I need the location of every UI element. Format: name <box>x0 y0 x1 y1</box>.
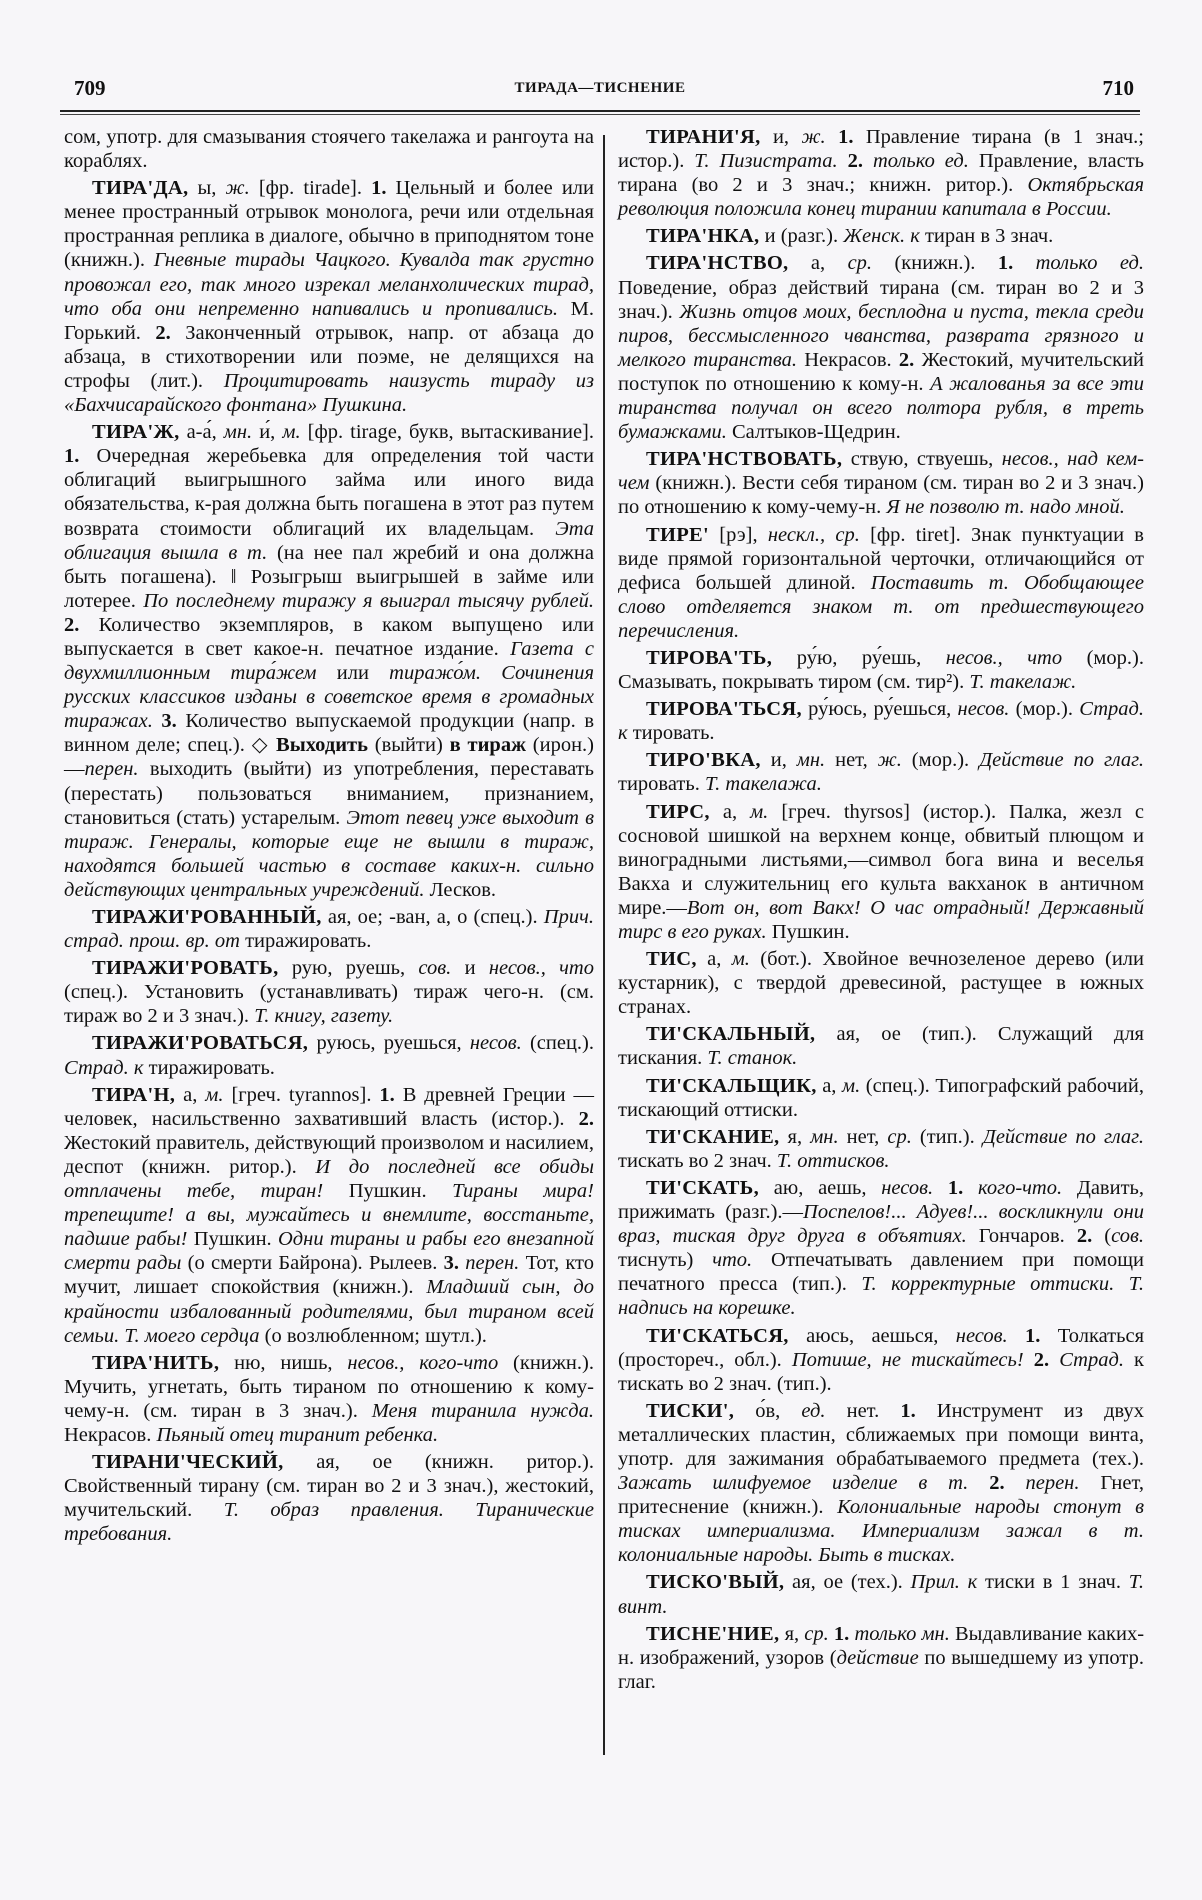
entry-text: и́, <box>252 421 283 444</box>
italic-text: Поставить т. Обобщающее слово отделяется знаком т. от предшествующего перечисления. <box>618 571 1144 642</box>
italic-text: Прич. страд. прош. вр. от <box>64 906 594 953</box>
italic-text: Т. винт. <box>618 1571 1144 1618</box>
headword: ТИРО'ВКА, <box>646 749 761 772</box>
entry-text: (ирон.)— <box>64 734 594 781</box>
entry-text: ая, ое (книжн. ритор.). Свойственный тирану (см. тиран во 2 и 3 знач.), жестокий, мучительский. <box>64 1451 594 1522</box>
italic-text: Младший сын, до крайности избалованный родителями, был тираном всей семьи. Т. моего сердца <box>64 1276 594 1347</box>
entry-text: Гончаров. <box>966 1225 1077 1248</box>
italic-text: несов., что <box>945 646 1063 669</box>
sense-number: 1. <box>838 126 854 148</box>
dictionary-entry <box>618 1022 1144 1070</box>
sense-number: 1. <box>900 1399 916 1422</box>
column-divider <box>603 135 605 1755</box>
italic-text: Меня тиранила нужда. <box>371 1399 594 1422</box>
sense-number: 2. <box>989 1472 1005 1495</box>
italic-text: Одни тираны и рабы его внезапной смерти рады <box>64 1228 594 1275</box>
sense-number: в тираж <box>449 734 526 757</box>
entry-text: Цельный и более или менее пространный отрывок монолога, речи или отдельная пространная реплика в диалоге, обычно в приподнятом тоне (книжн.). <box>64 177 594 272</box>
header-rule-thick <box>60 110 1140 112</box>
entry-text: сом, употр. для смазывания стоячего такелажа и рангоута на кораблях. <box>64 126 594 173</box>
entry-text: тировать. <box>618 773 705 796</box>
headword: ТИРА'НИТЬ, <box>92 1351 220 1374</box>
italic-text: Колониальные народы стонут в тисках империализма. Империализм зажал в т. колониальные народы. Быть в тисках. <box>618 1496 1144 1567</box>
entry-text: выходить (выйти) из употребления, переставать (перестать) пользоваться вниманием, признанием, становиться (стать) устарелым. <box>64 758 594 829</box>
entry-text: (спец.). Типографский рабочий, тискающий оттиски. <box>618 1074 1144 1121</box>
entry-text: Выдавливание каких-н. изображений, узоров ( <box>618 1622 1145 1669</box>
italic-text: И до последней все обиды отплачены тебе, тиран! <box>64 1155 594 1203</box>
italic-text: Т. такелажа. <box>704 773 822 796</box>
italic-text: перен. <box>465 1252 520 1275</box>
entry-text <box>1024 1349 1034 1371</box>
entry-text: ру́ю, ру́ешь, <box>772 646 946 669</box>
italic-text: Эта облигация вышла в т. <box>64 517 594 564</box>
sense-number: 1. <box>371 177 387 200</box>
entry-text: М. Горький. <box>64 297 595 344</box>
dictionary-entry <box>618 1176 1144 1321</box>
header-rule-thin <box>60 114 1140 115</box>
entry-text: (о возлюбленном; шутл.). <box>259 1324 487 1347</box>
italic-text: Действие по глаг. <box>982 1125 1144 1148</box>
entry-text: ню, нишь, <box>219 1351 348 1374</box>
italic-text: м. <box>282 421 301 444</box>
italic-text: кого-что. <box>978 1176 1063 1199</box>
dictionary-entry <box>618 523 1144 643</box>
entry-text: ая, ое; -ван, а, о (спец.). <box>321 906 544 928</box>
italic-text: Страд. <box>1059 1348 1124 1371</box>
italic-text: Прил. к <box>910 1571 978 1594</box>
italic-text: Гневные тирады Чацкого. Кувалда так грустно провожал его, так много изрекал меланхолических тирад, что оба они непременно напивались и пропивались. <box>64 249 594 320</box>
entry-text: (спец.). <box>521 1032 594 1055</box>
entry-text: [фр. tirade]. <box>249 177 372 200</box>
entry-text: ая, ое (тех.). <box>784 1571 911 1594</box>
entry-text: а, <box>696 948 732 971</box>
entry-text <box>963 1177 978 1199</box>
sense-number: 1. <box>64 445 80 468</box>
italic-text: перен. <box>84 758 139 781</box>
dictionary-entry <box>618 1324 1144 1396</box>
headword: ТИРА'ДА, <box>92 177 189 200</box>
italic-text: что. <box>712 1249 753 1272</box>
italic-text: Т. такелаж. <box>969 671 1077 694</box>
italic-text: ж. <box>225 177 250 200</box>
entry-text: тиски в 1 знач. <box>977 1571 1129 1594</box>
entry-text: Поведение, образ действий тирана (см. тиран во 2 и 3 знач.). <box>618 276 1144 323</box>
entry-text <box>1013 252 1035 274</box>
dictionary-entry <box>64 1031 594 1079</box>
sense-number: 1. <box>997 252 1014 275</box>
entry-text: Жестокий, мучительский поступок по отношению к кому-н. <box>618 348 1144 395</box>
headword: ТИРЕ' <box>646 523 710 546</box>
page-header <box>60 76 1140 100</box>
right-page-number: 710 <box>1102 76 1134 100</box>
italic-text: ж. <box>801 126 826 148</box>
sense-number: 1. <box>833 1622 850 1645</box>
headword: ТИ'СКАЛЬЩИК, <box>646 1074 817 1097</box>
entry-text <box>1049 1349 1059 1371</box>
dictionary-entry <box>618 947 1144 1019</box>
italic-text: Тираны мира! трепещите! а вы, мужайтесь и внемлите, восстаньте, падшие рабы! <box>64 1180 595 1251</box>
italic-text: Процитировать наизусть тираду из «Бахчисарайского фонтана» Пушкина. <box>64 369 594 417</box>
italic-text: м. <box>841 1074 861 1097</box>
italic-text: Газета с двухмиллионным тира́жем <box>64 637 594 685</box>
entry-text: тиражировать. <box>143 1056 275 1079</box>
entry-text: тиран в 3 знач. <box>919 225 1054 248</box>
dictionary-entry <box>64 1351 594 1447</box>
entry-text <box>968 1472 989 1494</box>
italic-text: Я не позволю т. надо мной. <box>886 496 1125 519</box>
entry-text: Пушкин. <box>323 1180 453 1203</box>
sense-number: 2. <box>64 613 80 636</box>
sense-number: Выходить <box>276 734 368 757</box>
italic-text: Страд. к <box>618 698 1144 745</box>
headword: ТИСКО'ВЫЙ, <box>646 1571 785 1594</box>
sense-number: 3. <box>161 710 177 733</box>
entry-text: Количество выпускаемой продукции (напр. в винном деле; спец.). ◇ <box>64 710 595 757</box>
entry-text: Тот, кто мучит, лишает спокойствия (книжн.). <box>64 1252 594 1299</box>
italic-text: несов. <box>957 698 1010 721</box>
entry-text: [рэ], <box>709 523 768 546</box>
left-column <box>64 125 594 1549</box>
entry-text: к тискать во 2 знач. (тип.). <box>618 1348 1145 1395</box>
entry-text: а, <box>788 252 848 275</box>
entry-text: (книжн.). <box>872 252 998 275</box>
entry-text: аюсь, аешься, <box>788 1324 956 1347</box>
entry-text: и <box>451 957 489 980</box>
italic-text: Действие по глаг. <box>979 749 1144 772</box>
headword: ТИСНЕ'НИЕ, <box>646 1622 780 1645</box>
dictionary-entry <box>618 251 1144 444</box>
entry-text: [фр. tiret]. Знак пунктуации в виде прямой горизонтальной черточки, отличающийся от дефиса большей длиной. <box>618 523 1144 594</box>
italic-text: Пьяный отец тиранит ребенка. <box>156 1423 439 1446</box>
entry-text: я, <box>779 1622 805 1645</box>
sense-number: 2. <box>1033 1348 1050 1371</box>
entry-text: Толкаться (простореч., обл.). <box>618 1324 1145 1371</box>
headword: ТИРАЖИ'РОВАННЫЙ, <box>92 906 322 928</box>
italic-text: А жалованья за все эти тиранства получал он всего полтора рубля, в треть бумажками. <box>618 372 1144 444</box>
entry-text: тиражировать. <box>239 930 372 953</box>
italic-text: По последнему тиражу я выиграл тысячу рублей. <box>143 589 595 612</box>
italic-text: несов. <box>955 1324 1008 1347</box>
entry-text: (о смерти Байрона). Рылеев. <box>181 1252 444 1275</box>
italic-text: Зажать шлифуемое изделие в т. <box>618 1472 969 1495</box>
entry-text: а, <box>709 800 751 823</box>
italic-text: Т. образ правления. Тиранические требования. <box>64 1499 594 1546</box>
italic-text: ср. <box>887 1125 912 1148</box>
headword: ТИРА'Н, <box>92 1083 176 1106</box>
entry-text: ствую, ствуешь, <box>842 448 1002 471</box>
italic-text: Этот певец уже выходит в тираж. Генералы, которые еще не вышли в тираж, находятся большей частью в составе каких-н. сильно действующих центральных учреждений. <box>64 806 594 901</box>
entry-text: Пушкин. <box>766 921 850 943</box>
dictionary-entry <box>64 905 594 953</box>
entry-text: а-а́, <box>179 421 224 444</box>
sense-number: 3. <box>443 1252 460 1275</box>
italic-text: действие <box>836 1646 919 1669</box>
entry-text: Количество экземпляров, в каком выпущено или выпускается в свет какое-н. печатное издание. <box>64 613 594 660</box>
italic-text: м. <box>205 1083 224 1106</box>
entry-text: (мор.). <box>1009 698 1080 721</box>
entry-text: о́в, <box>734 1399 802 1422</box>
headword: ТИСКИ', <box>646 1399 735 1422</box>
entry-text: ая, ое (тип.). Служащий для тискания. <box>618 1023 1144 1070</box>
headword: ТИРОВА'ТЬСЯ, <box>646 698 802 721</box>
italic-text: Т. Пизистрата. <box>694 150 838 173</box>
entry-text: Давить, прижимать (разг.).— <box>618 1176 1145 1224</box>
italic-text: сов. <box>418 957 452 980</box>
entry-text: [фр. tirage, букв, вытаскивание]. <box>300 421 594 444</box>
dictionary-entry <box>64 956 594 1028</box>
headword: ТИРОВА'ТЬ, <box>646 646 773 669</box>
entry-text: (мор.). Смазывать, покрывать тиром (см. тир²). <box>618 646 1144 694</box>
italic-text: мн. <box>223 421 253 444</box>
dictionary-entry <box>618 224 1144 248</box>
italic-text: Т. книгу, газету. <box>254 1005 394 1028</box>
italic-text: только ед. <box>872 150 969 173</box>
entry-text <box>838 150 848 172</box>
entry-text: Гнет, притеснение (книжн.). <box>618 1472 1145 1519</box>
entry-text: (книжн.). Вести себя тираном (см. тиран во 2 и 3 знач.) по отношению к кому-чему-н. <box>618 472 1144 519</box>
entry-text: (спец.). Установить (устанавливать) тираж чего-н. (см. тираж во 2 и 3 знач.). <box>64 981 594 1028</box>
entry-text: Инструмент из двух металлических пластин, сближаемых при помощи винта, употр. для зажимания обрабатываемого предмета (тех.). <box>618 1399 1144 1470</box>
headword: ТИРАЖИ'РОВАТЬСЯ, <box>92 1032 309 1055</box>
dictionary-entry <box>618 125 1144 221</box>
italic-text: мн. <box>810 1125 839 1148</box>
italic-text: Т. корректурные оттиски. Т. надпись на корешке. <box>618 1273 1144 1320</box>
entry-text: и, <box>760 749 797 772</box>
entry-text: руюсь, руешься, <box>308 1032 470 1055</box>
italic-text: Поспелов!... Адуев!... воскликнули они враз, тиская друг друга в объятиях. <box>618 1201 1144 1248</box>
headword: ТИ'СКАТЬСЯ, <box>646 1324 789 1347</box>
headword: ТИС, <box>646 948 697 971</box>
entry-text: (выйти) <box>367 734 450 757</box>
entry-text: (на нее пал жребий и она должна быть погашена). ‖ Розыгрыш выигрышей в займе или лотерее. <box>64 541 594 612</box>
sense-number: 2. <box>155 321 171 344</box>
entry-text: а, <box>175 1083 206 1106</box>
dictionary-entry <box>618 1399 1144 1568</box>
entry-continuation <box>64 125 594 173</box>
entry-text: [греч. tyrannos]. <box>223 1083 380 1106</box>
running-head: ТИРАДА—ТИСНЕНИЕ <box>514 80 686 96</box>
sense-number: 2. <box>578 1107 594 1130</box>
headword: ТИ'СКАТЬ, <box>646 1176 760 1199</box>
entry-text: тиснуть) <box>618 1249 713 1272</box>
italic-text: мн. <box>796 749 826 772</box>
dictionary-entry <box>64 1450 594 1546</box>
dictionary-entry <box>618 1074 1144 1122</box>
entry-text: Очередная жеребьевка для определения той части облигаций выигрышного займа или иного вида обязательства, к-рая должна быть погашена в этот раз путем возврата стоимости облигаций их владельцам. <box>64 445 594 540</box>
italic-text: Потише, не тискайтесь! <box>791 1348 1024 1371</box>
italic-text: сов. <box>1111 1225 1144 1248</box>
italic-text: ж. <box>877 749 902 772</box>
sense-number: 2. <box>847 150 863 173</box>
dictionary-entry <box>64 176 594 417</box>
entry-text: Пушкин. <box>187 1228 278 1251</box>
italic-text: Женск. к <box>843 225 920 248</box>
italic-text: Вот он, вот Вакх! О час отрадный! Державный тирс в его руках. <box>618 896 1144 943</box>
dictionary-entry <box>618 447 1144 519</box>
entry-text: В древней Греции — человек, насильственно захвативший власть (истор.). <box>64 1083 594 1130</box>
entry-text: я, <box>779 1125 811 1148</box>
dictionary-entry <box>618 1622 1144 1694</box>
italic-text: м. <box>750 800 769 823</box>
entry-text: ( <box>1092 1225 1112 1248</box>
italic-text: несов., над кем-чем <box>618 448 1144 495</box>
sense-number: 1. <box>947 1176 964 1199</box>
italic-text: перен. <box>1025 1472 1080 1495</box>
italic-text: Т. оттисков. <box>776 1149 890 1172</box>
headword: ТИРА'НСТВОВАТЬ, <box>646 448 843 471</box>
italic-text: только ед. <box>1035 252 1144 275</box>
sense-number: 2. <box>1076 1225 1093 1248</box>
entry-text: Отпечатывать давлением при помощи печатного пресса (тип.). <box>618 1249 1144 1296</box>
entry-text: (тип.). <box>911 1125 983 1148</box>
dictionary-entry <box>618 748 1144 796</box>
italic-text: несов., кого-что <box>347 1351 499 1374</box>
entry-text: Некрасов. <box>796 348 899 371</box>
headword: ТИ'СКАНИЕ, <box>646 1125 780 1148</box>
entry-text: ру́юсь, ру́ешься, <box>801 698 958 721</box>
entry-text <box>826 126 838 148</box>
entry-text: рую, руешь, <box>278 957 419 980</box>
entry-text <box>1008 1325 1025 1347</box>
entry-text: Правление тирана (в 1 знач.; истор.). <box>618 126 1144 173</box>
italic-text: только мн. <box>854 1622 950 1645</box>
italic-text: тиражо́м. Сочинения русских классиков изданы в советское время в громадных тиражах. <box>64 662 594 733</box>
italic-text: Октябрьская революция положила конец тирании капитала в России. <box>618 174 1144 221</box>
entry-text: ы, <box>188 177 226 200</box>
entry-text: аю, аешь, <box>759 1176 882 1199</box>
headword: ТИРА'НКА, <box>646 225 760 248</box>
italic-text: ед. <box>801 1399 826 1422</box>
italic-text: Жизнь отцов моих, бесплодна и пуста, текла среди пиров, бессмысленного чванства, разврата грязного и мелкого тиранства. <box>618 300 1144 371</box>
dictionary-entry <box>618 1125 1144 1173</box>
right-column <box>618 125 1144 1697</box>
entry-text: нет, <box>825 749 878 772</box>
dictionary-entry <box>64 420 594 902</box>
dictionary-entry <box>618 646 1144 694</box>
italic-text: Страд. к <box>64 1056 144 1079</box>
entry-text: (мор.). <box>901 749 980 772</box>
italic-text: несов., что <box>488 957 594 980</box>
left-page-number: 709 <box>74 76 106 100</box>
sense-number: 2. <box>898 348 915 371</box>
entry-text: тискать во 2 знач. <box>618 1149 777 1172</box>
italic-text: несов. <box>469 1032 522 1055</box>
entry-text: [греч. thyrsos] (истор.). Палка, жезл с сосновой шишкой на верхнем конце, обвитый плющом и виноградными листьями,—символ бога вина и веселья Вакха и служительниц его культа вакханок в античном мире.— <box>618 800 1144 919</box>
entry-text: Законченный отрывок, напр. от абзаца до абзаца, в стихотворении или поэме, не делящихся на строфы (лит.). <box>64 321 594 392</box>
entry-text: нет. <box>825 1399 901 1422</box>
italic-text: нескл., ср. <box>767 523 860 546</box>
entry-text: и (разг.). <box>759 225 844 248</box>
dictionary-entry <box>64 1083 594 1348</box>
entry-text: нет, <box>838 1125 888 1148</box>
headword: ТИРС, <box>646 800 710 823</box>
entry-text: и, <box>760 126 802 148</box>
entry-text: Салтыков-Щедрин. <box>726 421 901 444</box>
entry-text: тировать. <box>627 722 715 745</box>
headword: ТИРАНИ'ЧЕСКИЙ, <box>92 1451 284 1474</box>
dictionary-entry <box>618 697 1144 745</box>
italic-text: несов. <box>881 1176 934 1199</box>
entry-text: (бот.). Хвойное вечнозеленое дерево (или кустарник), с твердой древесиной, растущее в южных странах. <box>618 948 1144 1019</box>
headword: ТИРА'Ж, <box>92 421 180 444</box>
sense-number: 1. <box>1025 1324 1041 1347</box>
headword: ТИРАНИ'Я, <box>646 126 761 148</box>
dictionary-entry <box>618 1570 1144 1618</box>
dictionary-entry <box>618 800 1144 945</box>
headword: ТИРА'НСТВО, <box>646 252 789 275</box>
entry-text: (книжн.). Мучить, угнетать, быть тираном по отношению к кому-чему-н. (см. тиран в 3 знач.). <box>64 1351 594 1422</box>
entry-text <box>863 150 873 172</box>
italic-text: ср. <box>847 252 873 275</box>
italic-text: м. <box>731 948 750 971</box>
entry-text: Жестокий правитель, действующий произволом и насилием, деспот (книжн. ритор.). <box>64 1131 594 1178</box>
entry-text <box>1005 1472 1026 1494</box>
entry-text: Некрасов. <box>64 1423 157 1446</box>
italic-text: ср. <box>804 1622 829 1645</box>
headword: ТИ'СКАЛЬНЫЙ, <box>646 1023 816 1046</box>
entry-text: или <box>316 662 390 685</box>
sense-number: 1. <box>379 1083 395 1106</box>
italic-text: Т. станок. <box>707 1047 798 1070</box>
entry-text: Лесков. <box>424 878 497 901</box>
entry-text: Правление, власть тирана (во 2 и 3 знач.; книжн. ритор.). <box>618 150 1145 197</box>
entry-text: а, <box>816 1074 842 1097</box>
entry-text <box>933 1177 948 1199</box>
entry-text: по вышедшему из употр. глаг. <box>618 1646 1144 1693</box>
headword: ТИРАЖИ'РОВАТЬ, <box>92 957 279 980</box>
